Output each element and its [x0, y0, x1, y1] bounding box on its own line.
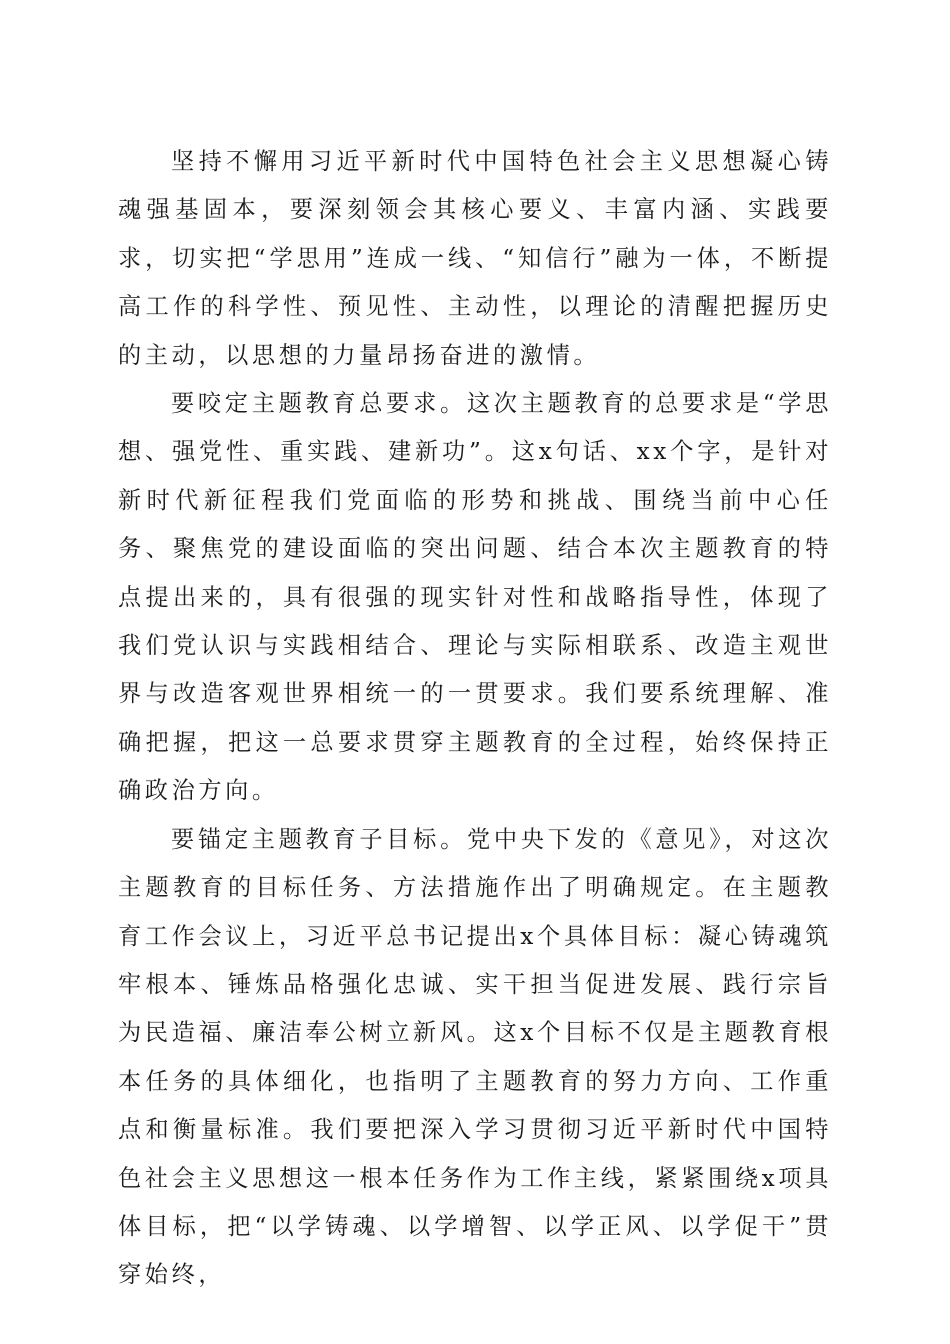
- paragraph-2: 要咬定主题教育总要求。这次主题教育的总要求是“学思想、强党性、重实践、建新功”。这x句话、xx个字，是针对新时代新征程我们党面临的形势和挑战、围绕当前中心任务、聚焦党的建设面临的突出问题、结合本次主题教育的特点提出来的，具有很强的现实针对性和战略指导性，体现了我们党认识与实践相结合、理论与实际相联系、改造主观世界与改造客观世界相统一的一贯要求。我们要系统理解、准确把握，把这一总要求贯穿主题教育的全过程，始终保持正确政治方向。: [118, 390, 832, 805]
- paragraph-3: 要锚定主题教育子目标。党中央下发的《意见》，对这次主题教育的目标任务、方法措施作出了明确规定。在主题教育工作会议上，习近平总书记提出x个具体目标：凝心铸魂筑牢根本、锤炼品格强化忠诚、实干担当促进发展、践行宗旨为民造福、廉洁奉公树立新风。这x个目标不仅是主题教育根本任务的具体细化，也指明了主题教育的努力方向、工作重点和衡量标准。我们要把深入学习贯彻习近平新时代中国特色社会主义思想这一根本任务作为工作主线，紧紧围绕x项具体目标，把“以学铸魂、以学增智、以学正风、以学促干”贯穿始终，: [118, 825, 832, 1289]
- paragraph-1: 坚持不懈用习近平新时代中国特色社会主义思想凝心铸魂强基固本，要深刻领会其核心要义、丰富内涵、实践要求，切实把“学思用”连成一线、“知信行”融为一体，不断提高工作的科学性、预见性、主动性，以理论的清醒把握历史的主动，以思想的力量昂扬奋进的激情。: [118, 148, 832, 369]
- document-page: [118, 138, 832, 1300]
